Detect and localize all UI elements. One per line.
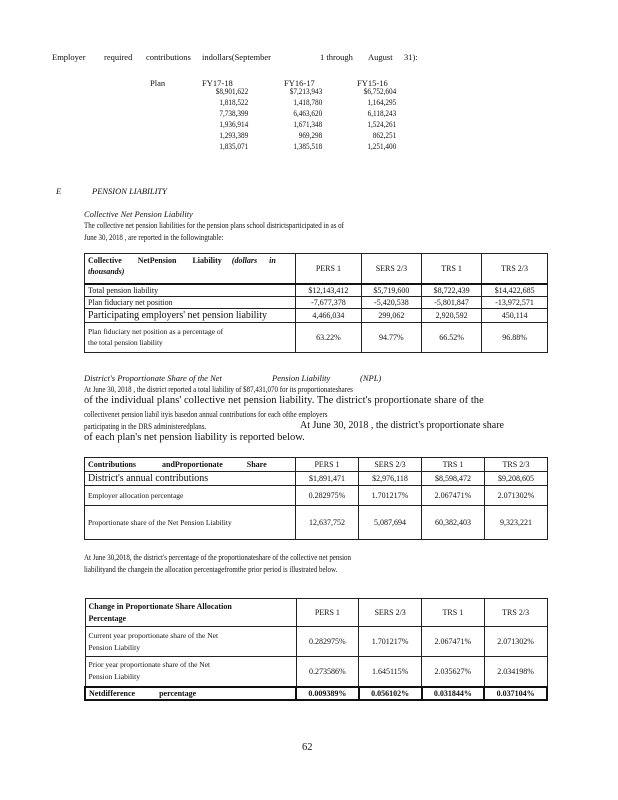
contrib-value: 1,385,518	[293, 141, 322, 151]
column-header: TRS 1	[422, 599, 485, 627]
table-row	[85, 472, 548, 486]
cell: 450,114	[482, 308, 548, 322]
row-label	[85, 687, 296, 700]
contrib-value: $7,213,943	[289, 86, 322, 96]
cell: $9,208,605	[485, 472, 548, 486]
npl-line: collectivenet pension liabil ityis basedon annual contributions for each ofthe employers	[84, 409, 328, 419]
year-header: FY17-18	[202, 78, 233, 88]
contrib-column-fy15-16	[363, 86, 396, 152]
cell: 63.22%	[296, 322, 362, 352]
table-total-row	[85, 687, 547, 700]
column-header: TRS 1	[421, 254, 481, 284]
row-label: Total pension liability	[85, 284, 296, 297]
contrib-value: 862,251	[372, 130, 396, 140]
npl-line: of the individual plans' collective net pension liability. The district's proportionate share of the	[84, 395, 484, 406]
cell: 1.645115%	[359, 657, 422, 687]
npl-heading: (NPL)	[360, 373, 382, 383]
table-header-row	[85, 599, 547, 627]
cell: 0.273586%	[296, 657, 359, 687]
cell: 2.067471%	[422, 627, 485, 657]
cell: 66.52%	[421, 322, 481, 352]
page-number: 62	[302, 742, 313, 753]
table-header-row	[85, 458, 548, 472]
header-word: andProportionate	[162, 460, 223, 469]
column-header: SERS 2/3	[359, 599, 422, 627]
row-label: District's annual contributions	[85, 472, 296, 486]
change-line: liabilityand the changein the allocation percentagefromthe prior period is illustrated below.	[84, 564, 338, 574]
label-line: Pension Liability	[88, 672, 140, 682]
plan-label: Plan	[150, 78, 166, 88]
row-label	[85, 657, 296, 687]
header-word: thousands)	[88, 267, 125, 276]
cell: $8,722,439	[421, 284, 481, 297]
year-header: FY16-17	[284, 78, 315, 88]
row-label: Proportionate share of the Net Pension Liability	[85, 506, 296, 540]
npl-heading: District's Proportionate Share of the Net	[84, 373, 222, 383]
label-line: Pension Liability	[88, 642, 140, 652]
contributions-heading	[52, 52, 572, 64]
table-row	[85, 657, 547, 687]
cell: -5,801,847	[421, 296, 481, 308]
header-word: Contributions	[88, 460, 137, 469]
cell: -13,972,571	[482, 296, 548, 308]
cell: 4,466,034	[296, 308, 362, 322]
section-subtitle: Collective Net Pension Liability	[84, 209, 193, 219]
column-header: PERS 1	[296, 254, 362, 284]
contrib-value: 7,738,399	[219, 108, 248, 118]
cell: 96.88%	[482, 322, 548, 352]
contrib-value: 1,293,389	[219, 130, 248, 140]
npl-line: At June 30, 2018 , the district reported a total liability of $87,431,070 for its proportionateshares	[84, 384, 353, 394]
cell: 12,637,752	[296, 506, 359, 540]
cell: 0.037104%	[484, 687, 547, 700]
heading-word: contributions	[146, 52, 191, 62]
cell: 2.071302%	[484, 627, 547, 657]
cell: 9,323,221	[485, 506, 548, 540]
contrib-value: 1,835,071	[219, 141, 248, 151]
cell: 60,382,403	[422, 506, 485, 540]
contrib-value: 969,298	[298, 130, 322, 140]
cell: 0.009389%	[296, 687, 359, 700]
label-word: percentage	[159, 688, 197, 698]
header-word: Liability	[192, 256, 222, 265]
contrib-value: 1,418,780	[293, 97, 322, 107]
year-header: FY15-16	[357, 78, 388, 88]
heading-word: required	[104, 52, 133, 62]
table-header-label	[85, 599, 296, 627]
cell: 2.035627%	[422, 657, 485, 687]
heading-word: August	[368, 52, 393, 62]
contrib-value: 1,671,348	[293, 119, 322, 129]
npl-line: At June 30, 2018 , the district's proportionate share	[300, 420, 504, 431]
cell: 1.701217%	[359, 486, 422, 506]
contrib-value: 1,251,400	[367, 141, 396, 151]
npl-heading: Pension Liability	[272, 373, 331, 383]
label-line: the total pension liability	[88, 338, 163, 347]
row-label: Plan fiduciary net position	[85, 296, 296, 308]
column-header: SERS 2/3	[359, 458, 422, 472]
column-header: PERS 1	[296, 458, 359, 472]
column-header: PERS 1	[296, 599, 359, 627]
npl-line: of each plan's net pension liability is reported below.	[84, 432, 305, 443]
section-title: PENSION LIABILITY	[92, 186, 167, 196]
intro-line: June 30, 2018 , are reported in the followingtable:	[84, 232, 224, 242]
cell: $2,976,118	[359, 472, 422, 486]
header-word: Percentage	[88, 613, 127, 623]
table-row	[85, 627, 547, 657]
table-row	[85, 284, 548, 297]
row-label: Participating employers' net pension liability	[85, 308, 296, 322]
npl-line: participating in the DRS administeredplans.	[84, 421, 207, 431]
cell: 299,062	[361, 308, 421, 322]
cell: $14,422,685	[482, 284, 548, 297]
intro-line: The collective net pension liabilities for the pension plans school districtsparticipated in as of	[84, 220, 344, 230]
collective-npl-table	[84, 253, 548, 353]
cell: -5,420,538	[361, 296, 421, 308]
cell: 1.701217%	[359, 627, 422, 657]
cell: $8,598,472	[422, 472, 485, 486]
cell: -7,677,378	[296, 296, 362, 308]
cell: 2.034198%	[484, 657, 547, 687]
column-header: TRS 2/3	[484, 599, 547, 627]
header-word: NetPension	[137, 256, 177, 265]
contrib-value: 6,463,620	[293, 108, 322, 118]
cell: $12,143,412	[296, 284, 362, 297]
column-header: TRS 1	[422, 458, 485, 472]
row-label	[85, 627, 296, 657]
contrib-column-fy16-17	[289, 86, 322, 152]
table-row	[85, 486, 548, 506]
contrib-value: 1,524,261	[367, 119, 396, 129]
label-word: Netdifference	[89, 688, 136, 698]
cell: 0.282975%	[296, 627, 359, 657]
cell: 2.067471%	[422, 486, 485, 506]
contrib-value: 1,818,522	[219, 97, 248, 107]
header-word: Share	[246, 460, 267, 469]
header-word: Collective	[88, 256, 122, 265]
table-row	[85, 322, 548, 352]
heading-word: 1 through	[320, 52, 353, 62]
row-label	[85, 322, 296, 352]
section-letter: E	[56, 186, 62, 196]
cell: 5,087,694	[359, 506, 422, 540]
contrib-column-fy17-18	[215, 86, 248, 152]
row-label: Employer allocation percentage	[85, 486, 296, 506]
cell: 2,920,592	[421, 308, 481, 322]
table-row	[85, 308, 548, 322]
cell: 2.071302%	[485, 486, 548, 506]
cell: $1,891,471	[296, 472, 359, 486]
contrib-value: $6,752,604	[363, 86, 396, 96]
cell: 94.77%	[361, 322, 421, 352]
label-line: Plan fiduciary net position as a percentage of	[88, 327, 224, 336]
cell: 0.031844%	[422, 687, 485, 700]
label-line: Prior year proportionate share of the Net	[88, 660, 211, 670]
change-line: At June 30,2018, the district's percentage of the proportionateshare of the collective net pension	[84, 552, 352, 562]
column-header: TRS 2/3	[482, 254, 548, 284]
table-header-label	[85, 254, 296, 284]
heading-word: 31):	[404, 52, 418, 62]
column-header: TRS 2/3	[485, 458, 548, 472]
header-word: in	[269, 256, 276, 265]
contrib-value: $8,901,622	[215, 86, 248, 96]
cell: $5,719,600	[361, 284, 421, 297]
proportionate-share-table	[84, 457, 548, 540]
label-line: Current year proportionate share of the Net	[88, 630, 219, 640]
header-word: Change in Proportionate Share Allocation	[88, 601, 232, 611]
contrib-value: 1,164,295	[367, 97, 396, 107]
table-row	[85, 506, 548, 540]
cell: 0.282975%	[296, 486, 359, 506]
heading-word: indollars(September	[202, 52, 271, 62]
header-word: (dollars	[231, 256, 258, 265]
column-header: SERS 2/3	[361, 254, 421, 284]
heading-word: Employer	[52, 52, 86, 62]
contrib-value: 6,118,243	[367, 108, 396, 118]
contrib-value: 1,936,914	[219, 119, 248, 129]
table-header-label	[85, 458, 296, 472]
table-row	[85, 296, 548, 308]
cell: 0.056102%	[359, 687, 422, 700]
change-allocation-table	[84, 598, 548, 701]
